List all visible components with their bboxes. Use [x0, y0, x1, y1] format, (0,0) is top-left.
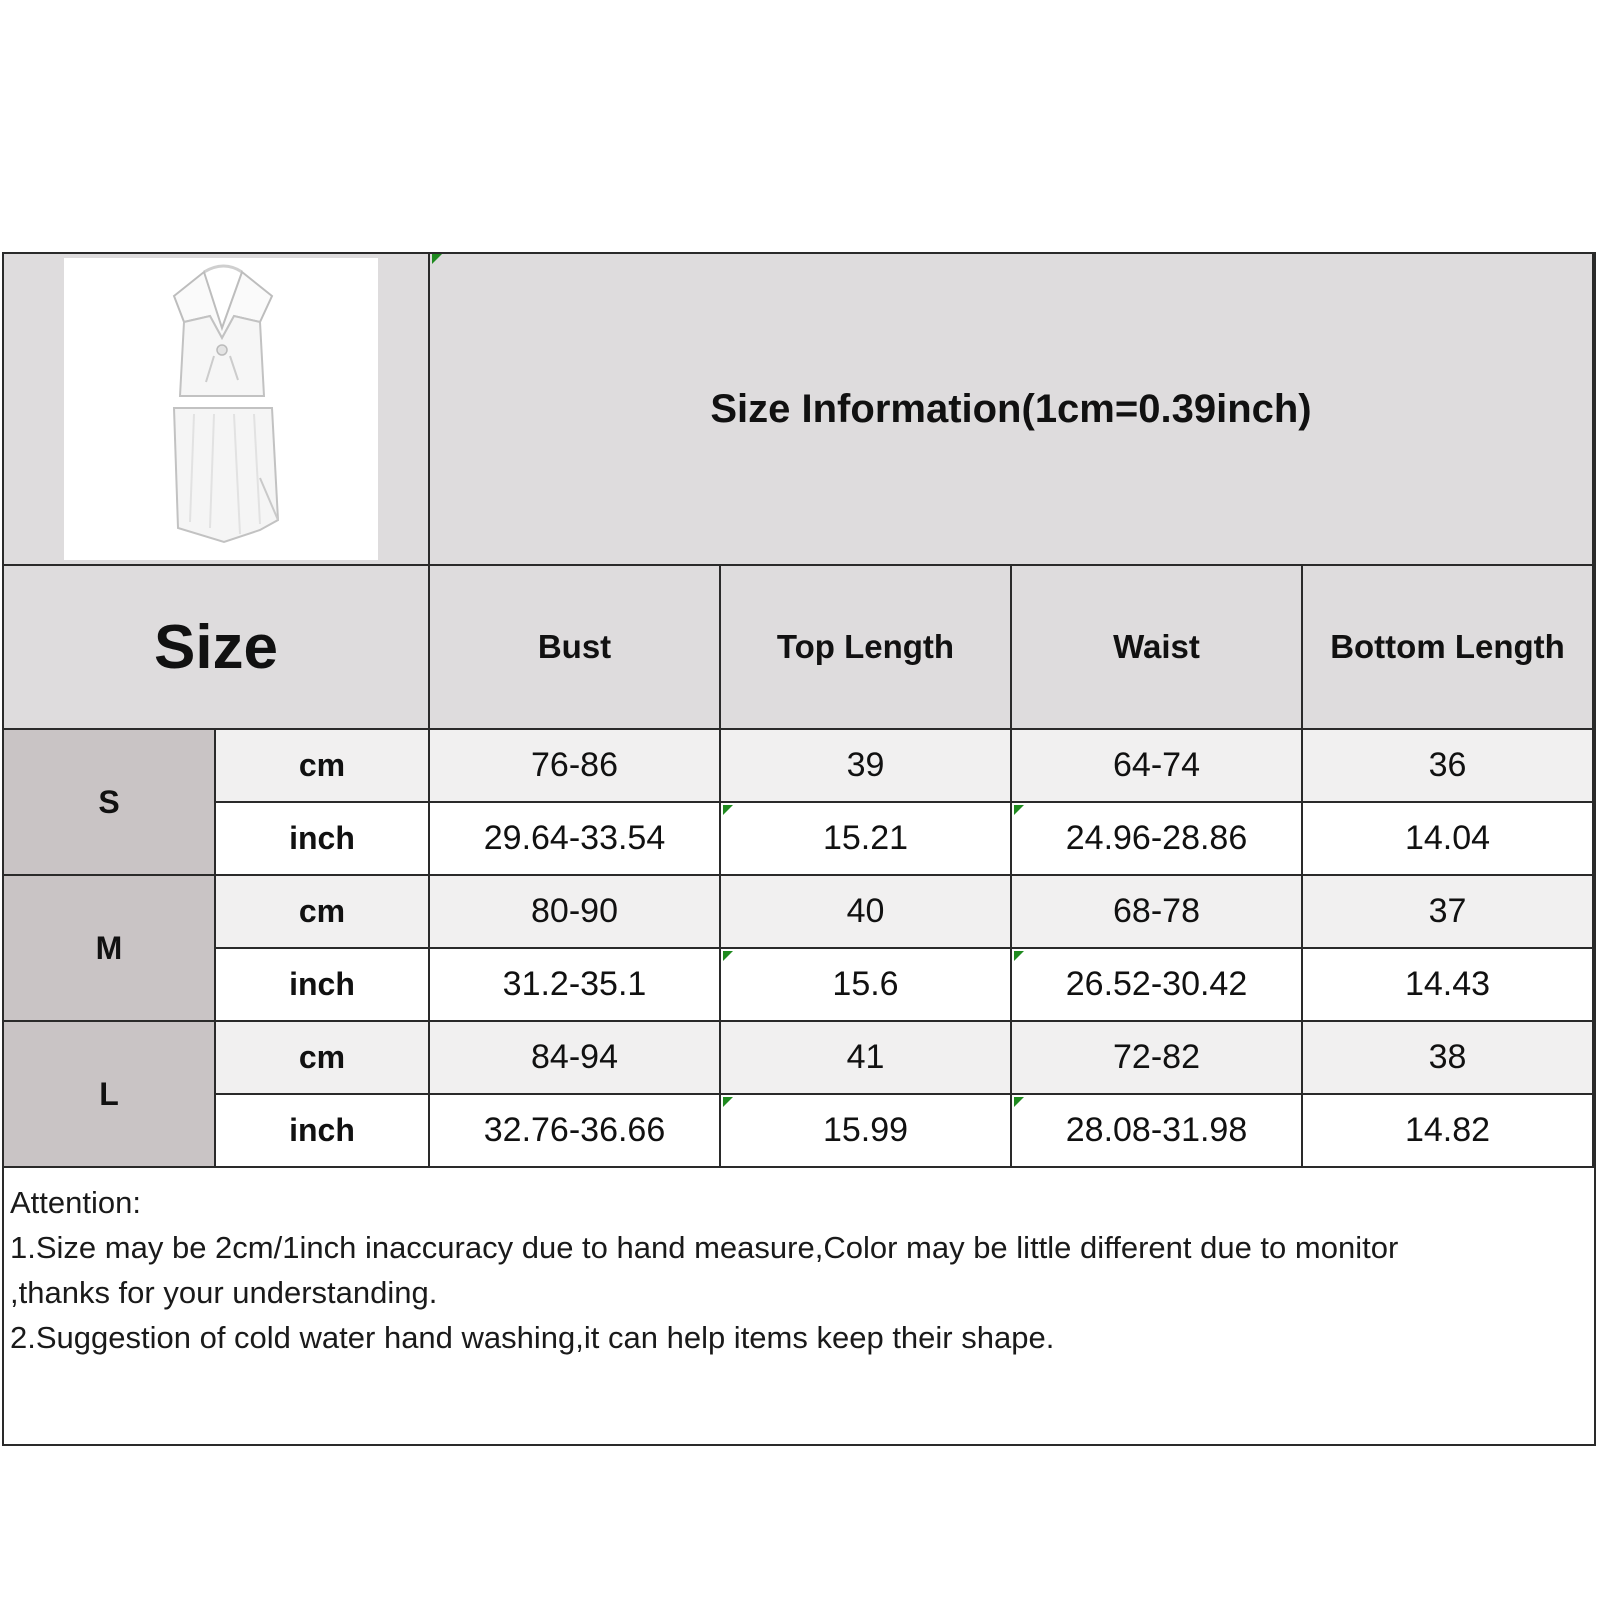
note-line: 1.Size may be 2cm/1inch inaccuracy due to hand measure,Color may be little different due to monitor — [10, 1230, 1399, 1265]
table-cell: 84-94 — [430, 1022, 721, 1095]
table-cell: 72-82 — [1012, 1022, 1303, 1095]
chart-title: Size Information(1cm=0.39inch) — [430, 254, 1594, 566]
table-cell: 80-90 — [430, 876, 721, 949]
table-cell: 39 — [721, 730, 1012, 803]
product-image-cell — [4, 254, 430, 566]
size-column-header: Size — [4, 566, 430, 730]
table-cell: 38 — [1303, 1022, 1594, 1095]
table-cell: 14.43 — [1303, 949, 1594, 1022]
table-cell: 24.96-28.86 — [1012, 803, 1303, 876]
unit-label-inch: inch — [216, 1095, 430, 1168]
table-cell: 76-86 — [430, 730, 721, 803]
table-cell: 36 — [1303, 730, 1594, 803]
table-cell: 14.82 — [1303, 1095, 1594, 1168]
table-cell: 41 — [721, 1022, 1012, 1095]
unit-label-cm: cm — [216, 730, 430, 803]
table-cell: 29.64-33.54 — [430, 803, 721, 876]
unit-label-cm: cm — [216, 876, 430, 949]
outfit-icon — [64, 258, 378, 560]
column-header-bust: Bust — [430, 566, 721, 730]
table-cell: 40 — [721, 876, 1012, 949]
size-label-l: L — [4, 1022, 216, 1168]
unit-label-inch: inch — [216, 949, 430, 1022]
attention-notes — [4, 1176, 1594, 1444]
table-cell: 15.6 — [721, 949, 1012, 1022]
table-cell: 31.2-35.1 — [430, 949, 721, 1022]
table-cell: 28.08-31.98 — [1012, 1095, 1303, 1168]
note-line: 2.Suggestion of cold water hand washing,it can help items keep their shape. — [10, 1320, 1055, 1355]
column-header-bottom-length: Bottom Length — [1303, 566, 1594, 730]
table-cell: 14.04 — [1303, 803, 1594, 876]
table-cell: 15.21 — [721, 803, 1012, 876]
table-cell: 64-74 — [1012, 730, 1303, 803]
corner-mark — [723, 805, 733, 815]
corner-mark — [723, 951, 733, 961]
table-cell: 68-78 — [1012, 876, 1303, 949]
size-label-s: S — [4, 730, 216, 876]
note-line: ,thanks for your understanding. — [10, 1275, 438, 1310]
corner-mark — [1014, 805, 1024, 815]
size-label-m: M — [4, 876, 216, 1022]
size-chart — [2, 252, 1596, 1446]
column-header-waist: Waist — [1012, 566, 1303, 730]
corner-mark — [432, 254, 442, 264]
table-cell: 15.99 — [721, 1095, 1012, 1168]
notes-heading: Attention: — [10, 1185, 141, 1220]
table-cell: 26.52-30.42 — [1012, 949, 1303, 1022]
table-cell: 37 — [1303, 876, 1594, 949]
column-header-top-length: Top Length — [721, 566, 1012, 730]
unit-label-inch: inch — [216, 803, 430, 876]
unit-label-cm: cm — [216, 1022, 430, 1095]
product-image — [64, 258, 378, 560]
table-cell: 32.76-36.66 — [430, 1095, 721, 1168]
corner-mark — [1014, 1097, 1024, 1107]
corner-mark — [723, 1097, 733, 1107]
corner-mark — [1014, 951, 1024, 961]
